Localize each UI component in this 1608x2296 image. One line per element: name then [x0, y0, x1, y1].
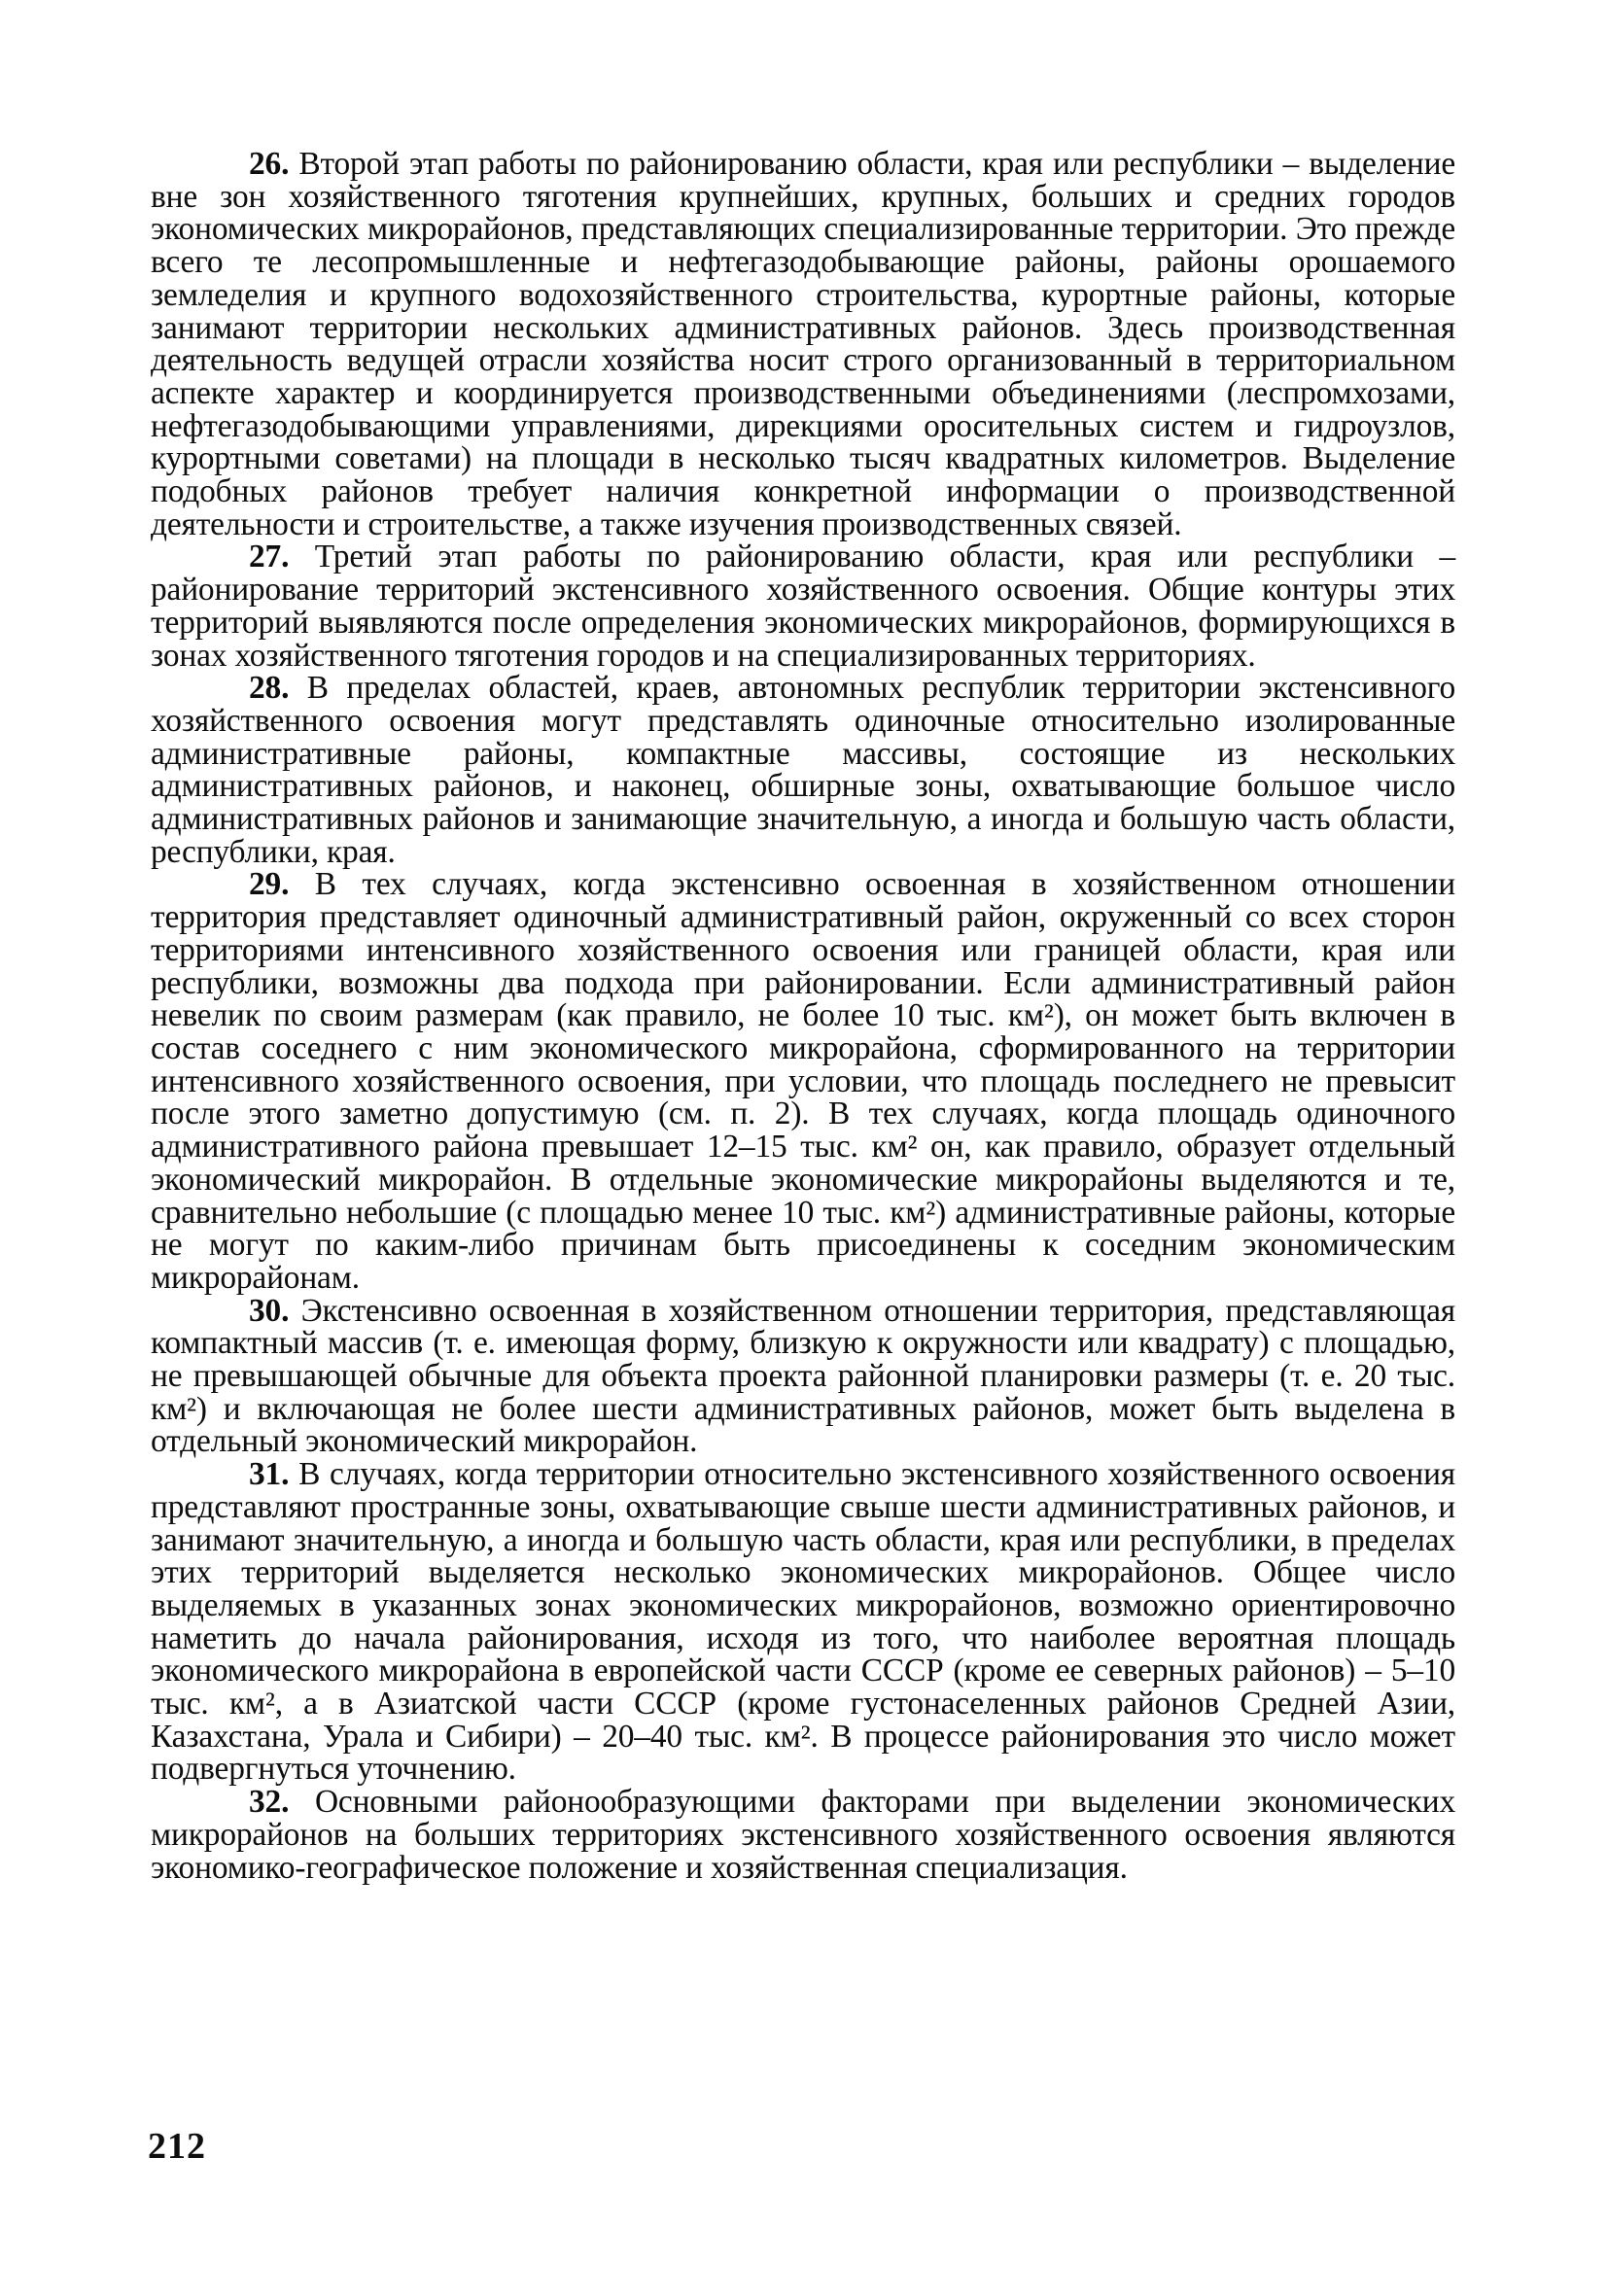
paragraph-26 [151, 148, 1455, 540]
paragraph-number: 28. [249, 670, 290, 707]
paragraph-27 [151, 540, 1455, 672]
paragraph-29 [151, 868, 1455, 1294]
paragraph-text: Второй этап работы по районированию области, края или республики – выделение вне зон хозяйственного тяготения крупнейших, крупных, больших и средних городов экономических микрорайонов, представляющих специализированные территории. Это прежде всего те лесопромышленные и нефтегазодобывающие районы, районы орошаемого земледелия и крупного водохозяйственного строительства, курортные районы, которые занимают территории нескольких административных районов. Здесь производственная деятельность ведущей отрасли хозяйства носит строго организованный в территориальном аспекте характер и координируется производственными объединениями (леспромхозами, нефтегазодобывающими управлениями, дирекциями оросительных систем и гидроузлов, курортными советами) на площади в несколько тысяч квадратных километров. Выделение подобных районов требует наличия конкретной информации о производственной деятельности и строительстве, а также изучения производственных связей. [151, 146, 1455, 542]
paragraph-number: 32. [249, 1784, 290, 1821]
paragraph-text: Экстенсивно освоенная в хозяйственном отношении территория, представляющая компактный массив (т. е. имеющая форму, близкую к окружности или квадрату) с площадью, не превышающей обычные для объекта проекта районной планировки размеры (т. е. 20 тыс. км²) и включающая не более шести административных районов, может быть выделена в отдельный экономический микрорайон. [151, 1292, 1455, 1460]
paragraph-text: Основными районообразующими факторами при выделении экономических микрорайонов на больших территориях экстенсивного хозяйственного освоения являются экономико-географическое положение и хозяйственная специализация. [151, 1784, 1455, 1886]
paragraph-30 [151, 1292, 1455, 1460]
paragraph-28 [151, 672, 1455, 868]
paragraph-text: Третий этап работы по районированию области, края или республики – районирование территорий экстенсивного хозяйственного освоения. Общие контуры этих территорий выявляются после определения экономических микрорайонов, формирующихся в зонах хозяйственного тяготения городов и на специализированных территориях. [151, 539, 1455, 674]
paragraph-31 [151, 1458, 1455, 1786]
paragraph-text: В пределах областей, краев, автономных республик территории экстенсивного хозяйственного освоения могут представлять одиночные относительно изолированные административные районы, компактные массивы, состоящие из нескольких административных районов, и наконец, обширные зоны, охватывающие большое число административных районов и занимающие значительную, а иногда и большую часть области, республики, края. [151, 670, 1455, 870]
paragraph-number: 26. [249, 146, 290, 182]
page-body [151, 148, 1455, 1884]
paragraph-text: В тех случаях, когда экстенсивно освоенная в хозяйственном отношении территория представляет одиночный административный район, окруженный со всех сторон территориями интенсивного хозяйственного освоения или границей области, края или республики, возможны два подхода при районировании. Если административный район невелик по своим размерам (как правило, не более 10 тыс. км²), он может быть включен в состав соседнего с ним экономического микрорайона, сформированного на территории интенсивного хозяйственного освоения, при условии, что площадь последнего не превысит после этого заметно допустимую (см. п. 2). В тех случаях, когда площадь одиночного административного района превышает 12–15 тыс. км² он, как правило, образует отдельный экономический микрорайон. В отдельные экономические микрорайоны выделяются и те, сравнительно небольшие (с площадью менее 10 тыс. км²) административные районы, которые не могут по каким-либо причинам быть присоединены к соседним экономическим микрорайонам. [151, 866, 1455, 1296]
paragraph-number: 31. [249, 1456, 290, 1493]
paragraph-text: В случаях, когда территории относительно экстенсивного хозяйственного освоения представляют пространные зоны, охватывающие свыше шести административных районов, и занимают значительную, а иногда и большую часть области, края или республики, в пределах этих территорий выделяется несколько экономических микрорайонов. Общее число выделяемых в указанных зонах экономических микрорайонов, возможно ориентировочно наметить до начала районирования, исходя из того, что наиболее вероятная площадь экономического микрорайона в европейской части СССР (кроме ее северных районов) – 5–10 тыс. км², а в Азиатской части СССР (кроме густонаселенных районов Средней Азии, Казахстана, Урала и Сибири) – 20–40 тыс. км². В процессе районирования это число может подвергнуться уточнению. [151, 1456, 1455, 1788]
paragraph-number: 30. [249, 1292, 290, 1329]
paragraph-32 [151, 1786, 1455, 1884]
page-number: 212 [148, 2126, 206, 2167]
paragraph-number: 27. [249, 539, 290, 575]
paragraph-number: 29. [249, 866, 290, 903]
